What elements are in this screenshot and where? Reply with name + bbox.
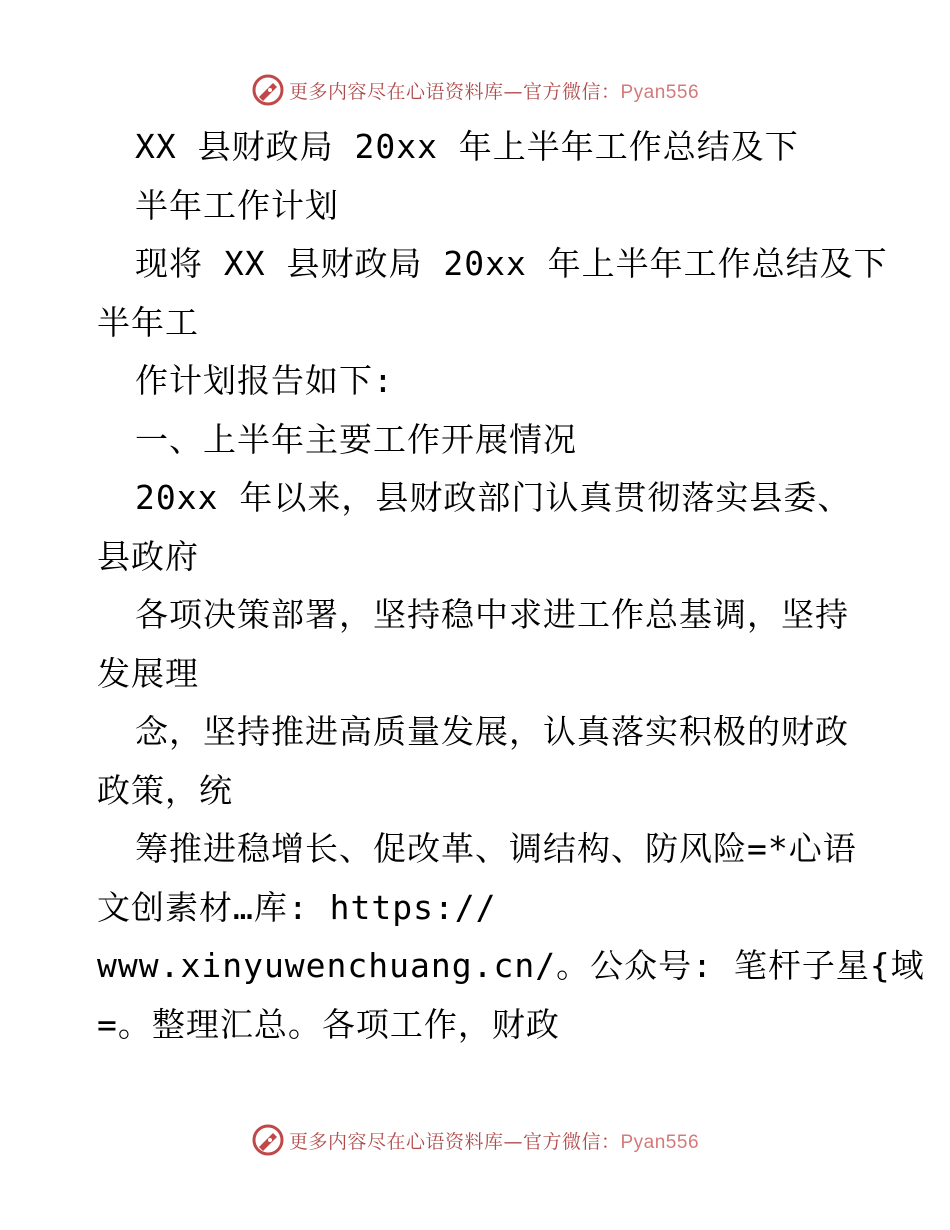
paragraph-line: 各项决策部署，坚持稳中求进工作总基调，坚持 <box>135 595 849 634</box>
title-line-2: 半年工作计划 <box>135 185 339 225</box>
header-watermark <box>0 70 950 110</box>
watermark-id: Pyan556 <box>620 81 700 103</box>
paragraph-line: 20xx 年以来，县财政部门认真贯彻落实县委、 <box>135 478 852 517</box>
paragraph-line: 现将 XX 县财政局 20xx 年上半年工作总结及下 <box>135 244 888 283</box>
watermark-label: 更多内容尽在心语资料库—官方微信： <box>288 80 621 103</box>
paragraph-line: 半年工 <box>97 302 199 342</box>
paragraph-line: 政策，统 <box>97 770 233 810</box>
watermark-id: Pyan556 <box>620 1131 700 1153</box>
watermark-text <box>289 1127 699 1154</box>
section-heading: 一、上半年主要工作开展情况 <box>135 419 577 459</box>
paragraph-line: 筹推进稳增长、促改革、调结构、防风险=*心语 <box>135 829 857 868</box>
title-line-1: XX 县财政局 20xx 年上半年工作总结及下 <box>135 127 799 166</box>
paragraph-line: 发展理 <box>97 653 199 693</box>
paragraph-line: 文创素材…库: https:// <box>97 887 497 927</box>
document-body <box>97 118 925 1054</box>
paragraph-line: 作计划报告如下: <box>135 361 394 400</box>
pen-nib-logo-icon <box>251 73 285 107</box>
watermark-label: 更多内容尽在心语资料库—官方微信： <box>288 1130 621 1153</box>
paragraph-line: 县政府 <box>97 536 199 576</box>
paragraph-line: www.xinyuwenchuang.cn/。公众号: 笔杆子星{域 <box>97 946 925 985</box>
footer-watermark <box>0 1120 950 1160</box>
watermark-text <box>289 77 699 104</box>
paragraph-line: 念，坚持推进高质量发展，认真落实积极的财政 <box>135 712 849 751</box>
pen-nib-logo-icon <box>251 1123 285 1157</box>
paragraph-line: =。整理汇总。各项工作，财政 <box>97 1004 560 1044</box>
